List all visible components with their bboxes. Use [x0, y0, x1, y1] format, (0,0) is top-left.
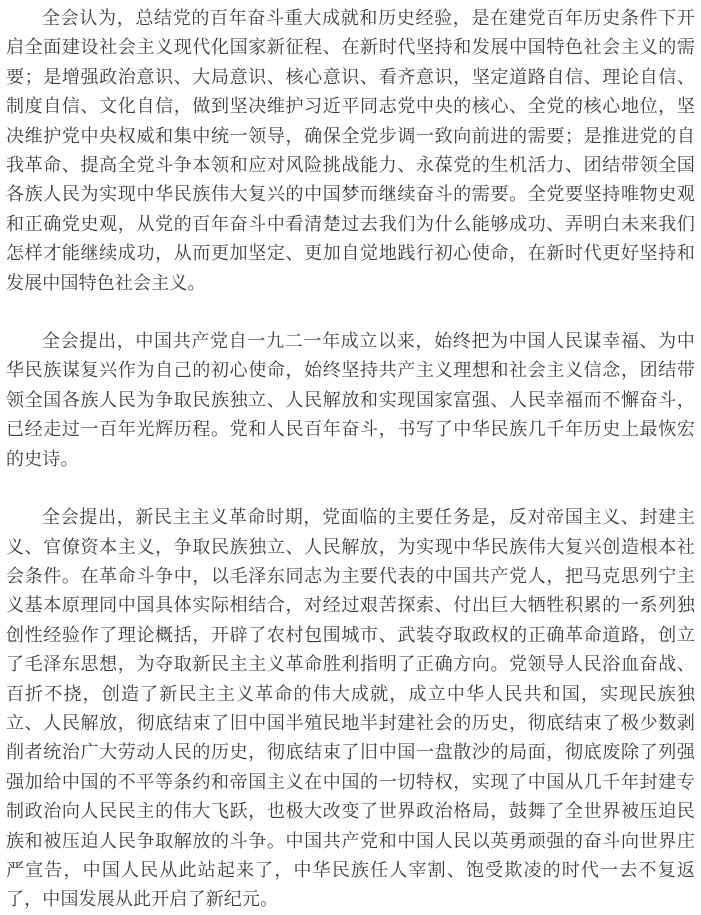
paragraph-founding-mission: 全会提出，中国共产党自一九二一年成立以来，始终把为中国人民谋幸福、为中华民族谋复兴作为自己的初心使命，始终坚持共产主义理想和社会主义信念，团结带领全国各族人民为争取民族独立、人民解放和实现国家富强、人民幸福而不懈奋斗，已经走过一百年光辉历程。党和人民百年奋斗，书写了中华民族几千年历史上最恢宏的史诗。: [6, 331, 695, 470]
paragraph-summary-significance: 全会认为，总结党的百年奋斗重大成就和历史经验，是在建党百年历史条件下开启全面建设社会主义现代化国家新征程、在新时代坚持和发展中国特色社会主义的需要；是增强政治意识、大局意识、核心意识、看齐意识，坚定道路自信、理论自信、制度自信、文化自信，做到坚决维护习近平同志党中央的核心、全党的核心地位，坚决维护党中央权威和集中统一领导，确保全党步调一致向前进的需要；是推进党的自我革命、提高全党斗争本领和应对风险挑战能力、永葆党的生机活力、团结带领全国各族人民为实现中华民族伟大复兴的中国梦而继续奋斗的需要。全党要坚持唯物史观和正确党史观，从党的百年奋斗中看清楚过去我们为什么能够成功、弄明白未来我们怎样才能继续成功，从而更加坚定、更加自觉地践行初心使命，在新时代更好坚持和发展中国特色社会主义。: [6, 8, 695, 294]
paragraph-new-democratic-revolution: 全会提出，新民主主义革命时期，党面临的主要任务是，反对帝国主义、封建主义、官僚资本主义，争取民族独立、人民解放，为实现中华民族伟大复兴创造根本社会条件。在革命斗争中，以毛泽东同志为主要代表的中国共产党人，把马克思列宁主义基本原理同中国具体实际相结合，对经过艰苦探索、付出巨大牺牲积累的一系列独创性经验作了理论概括，开辟了农村包围城市、武装夺取政权的正确革命道路，创立了毛泽东思想，为夺取新民主主义革命胜利指明了正确方向。党领导人民浴血奋战、百折不挠，创造了新民主主义革命的伟大成就，成立中华人民共和国，实现民族独立、人民解放，彻底结束了旧中国半殖民地半封建社会的历史，彻底结束了极少数剥削者统治广大劳动人民的历史，彻底结束了旧中国一盘散沙的局面，彻底废除了列强强加给中国的不平等条约和帝国主义在中国的一切特权，实现了中国从几千年封建专制政治向人民民主的伟大飞跃，也极大改变了世界政治格局，鼓舞了全世界被压迫民族和被压迫人民争取解放的斗争。中国共产党和中国人民以英勇顽强的奋斗向世界庄严宣告，中国人民从此站起来了，中华民族任人宰割、饱受欺凌的时代一去不复返了，中国发展从此开启了新纪元。: [6, 507, 695, 911]
